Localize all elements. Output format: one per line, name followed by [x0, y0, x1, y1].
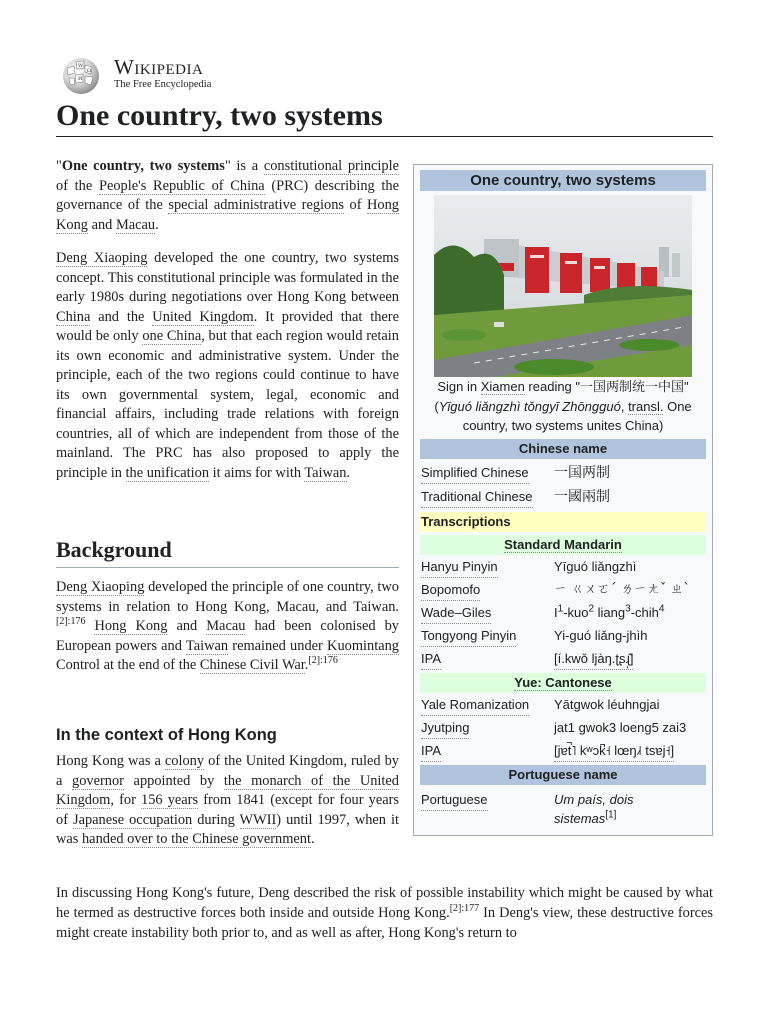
link-hanyu-pinyin[interactable]: Hanyu Pinyin — [421, 557, 498, 578]
link-hong-kong[interactable]: Hong Kong — [56, 197, 399, 233]
infobox-caption: Sign in Xiamen reading "一国两制统一中国" (Yīguó liǎngzhì tǒngyī Zhōngguó, transl. One country, two systems unites China) — [434, 379, 692, 433]
link-governor[interactable]: governor — [72, 772, 124, 789]
jyutping-value: jat1 gwok3 loeng5 zai3 — [554, 720, 687, 735]
transcriptions-header: Transcriptions — [420, 512, 706, 532]
yue-cantonese-header — [420, 673, 706, 693]
citation-ref[interactable]: [2]:176 — [56, 616, 86, 628]
ipa-mandarin-value[interactable]: [í.kwǒ ljàŋ.ʈʂɻ̩̂] — [554, 649, 633, 670]
link-transl[interactable]: transl. — [628, 398, 664, 414]
link-bopomofo[interactable]: Bopomofo — [421, 580, 480, 601]
link-chinese-civil-war[interactable]: Chinese Civil War — [199, 657, 305, 673]
caption-pinyin: Yīguó liǎngzhì tǒngyī Zhōngguó — [438, 398, 621, 414]
link-wwii[interactable]: WWII — [239, 811, 277, 828]
traditional-value: 一國兩制 — [554, 489, 610, 505]
link-macau[interactable]: Macau — [115, 216, 156, 233]
link-kuomintang[interactable]: Kuomintang — [327, 637, 399, 654]
link-prc[interactable]: People's Republic of China — [98, 177, 265, 194]
link-ipa[interactable]: IPA — [421, 741, 441, 762]
row-ipa-mandarin — [420, 649, 706, 669]
chinese-name-header: Chinese name — [420, 439, 706, 459]
section-divider — [56, 567, 399, 568]
link-yue-cantonese[interactable]: Yue: Cantonese — [514, 675, 612, 690]
infobox-photo-sign[interactable] — [434, 195, 692, 377]
link-wade-giles[interactable]: Wade–Giles — [421, 603, 491, 624]
wade-giles-value: $I^1-kuo^2$ liang$^3$-chih$^4$ — [554, 603, 665, 620]
link-traditional-chinese[interactable]: Traditional Chinese — [421, 487, 533, 508]
link-deng-xiaoping[interactable]: Deng Xiaoping — [56, 579, 145, 595]
link-monarch-of-the-uk[interactable]: the monarch of the United Kingdom — [56, 772, 399, 808]
svg-text:И: И — [78, 76, 83, 82]
link-ipa[interactable]: IPA — [421, 649, 441, 670]
link-156-years[interactable]: 156 years — [141, 792, 199, 808]
simplified-value: 一国两制 — [554, 465, 610, 481]
bopomofo-value: ㄧ ㄍㄨㄛˊ ㄌㄧㄤˇ ㄓˋ — [554, 582, 690, 597]
link-simplified-chinese[interactable]: Simplified Chinese — [421, 463, 529, 484]
wordmark-text: Wikipedia — [114, 55, 204, 79]
link-special-administrative-regions[interactable]: special administrative regions — [168, 197, 345, 213]
hong-kong-future-paragraph: In discussing Hong Kong's future, Deng described the risk of possible instability which might be caused by what he termed as destructive forces both inside and outside Hong Kong.$^{[2]:177}$ In Deng's view, these destructive forces might create instability both prior to, and as well as after, Hong Kong's return to — [56, 885, 713, 941]
row-simplified-chinese — [420, 463, 706, 483]
link-portuguese[interactable]: Portuguese — [421, 790, 488, 811]
link-china[interactable]: China — [56, 308, 91, 325]
svg-text:Ω: Ω — [87, 68, 92, 74]
citation-ref[interactable]: [2]:176 — [308, 655, 338, 667]
wordmark-tagline: The Free Encyclopedia — [114, 79, 212, 90]
link-standard-mandarin[interactable]: Standard Mandarin — [504, 537, 622, 552]
row-hanyu-pinyin — [420, 557, 706, 577]
tongyong-value: Yi-guó liǎng-jhìh — [554, 628, 648, 643]
hong-kong-paragraph: Hong Kong was a colony of the United Kingdom, ruled by a governor appointed by the monarch of the United Kingdom, for 156 years from 1841 (except for four years of Japanese occupation during WWII) until 1997, when it was handed over to the Chinese government. — [56, 753, 400, 847]
wikipedia-wordmark[interactable] — [114, 55, 211, 91]
link-constitutional-principle[interactable]: constitutional principle — [263, 158, 399, 174]
link-xiamen[interactable]: Xiamen — [480, 379, 525, 394]
row-jyutping — [420, 718, 706, 738]
link-taiwan[interactable]: Taiwan — [304, 464, 347, 481]
link-taiwan[interactable]: Taiwan — [185, 637, 229, 654]
standard-mandarin-header — [420, 535, 706, 555]
infobox-title: One country, two systems — [420, 170, 706, 191]
portuguese-name-header: Portuguese name — [420, 765, 706, 785]
row-bopomofo — [420, 580, 706, 600]
link-tongyong-pinyin[interactable]: Tongyong Pinyin — [421, 626, 516, 647]
ipa-cantonese-value[interactable]: [jɐt̚˥ kʷɔk̚˧ lœŋ˩˧ tsɐj˧] — [554, 741, 674, 762]
intro-paragraph-2: Deng Xiaoping developed the one country, two systems concept. This constitutional principle was formulated in the early 1980s during negotiations over Hong Kong between China and the United Kingdom. It provided that there would be only one China, but that each region would retain its own economic and administrative system. Under the principle, each of the two regions could continue to have its own governmental system, legal, economic and financial affairs, including trade relations with foreign countries, all of which are independent from those of the mainland. The PRC has also proposed to apply the principle in the unification it aims for with Taiwan. — [56, 250, 399, 481]
portuguese-value: Um país, dois sistemas[1] — [554, 792, 634, 826]
link-deng-xiaoping[interactable]: Deng Xiaoping — [56, 250, 148, 266]
link-hong-kong[interactable]: Hong Kong — [94, 618, 168, 634]
hanyu-value: Yīguó liǎngzhì — [554, 559, 637, 574]
citation-ref[interactable]: [2]:177 — [449, 903, 480, 915]
link-colony[interactable]: colony — [164, 753, 205, 769]
row-portuguese — [420, 790, 706, 830]
link-macau[interactable]: Macau — [206, 618, 246, 634]
svg-text:W: W — [78, 63, 84, 69]
intro-paragraph-1: "One country, two systems" is a constitutional principle of the People's Republic of China (PRC) describing the governance of the special administrative regions of Hong Kong and Macau. — [56, 158, 399, 233]
link-the-unification[interactable]: the unification — [125, 464, 210, 481]
row-tongyong-pinyin — [420, 626, 706, 646]
link-handover[interactable]: handed over to the Chinese government — [81, 831, 311, 847]
link-united-kingdom[interactable]: United Kingdom — [152, 308, 254, 325]
row-ipa-cantonese — [420, 741, 706, 761]
title-divider — [56, 136, 713, 137]
link-yale-romanization[interactable]: Yale Romanization — [421, 695, 529, 716]
link-jyutping[interactable]: Jyutping — [421, 718, 469, 739]
link-one-china[interactable]: one China — [142, 328, 202, 344]
section-heading-hong-kong: In the context of Hong Kong — [56, 726, 277, 744]
row-yale-romanization — [420, 695, 706, 715]
wikipedia-globe-logo[interactable] — [56, 54, 106, 96]
link-japanese-occupation[interactable]: Japanese occupation — [72, 811, 193, 828]
yale-value: Yātgwok léuhngjai — [554, 697, 660, 712]
infobox — [413, 164, 713, 836]
row-wade-giles — [420, 603, 706, 623]
background-paragraph: Deng Xiaoping developed the principle of one country, two systems in relation to Hong Kong, Macau, and Taiwan.$^{[2]:176}$ Hong Kong and Macau had been colonised by European powers and Taiwan remained under Kuomintang Control at the end of the Chinese Civil War.$^{[2]:176}$ — [56, 579, 399, 673]
row-traditional-chinese — [420, 487, 706, 507]
bold-term: One country, two systems — [61, 158, 225, 174]
page-title: One country, two systems — [56, 99, 383, 132]
section-heading-background: Background — [56, 537, 172, 562]
citation-ref[interactable]: [1] — [605, 809, 617, 821]
